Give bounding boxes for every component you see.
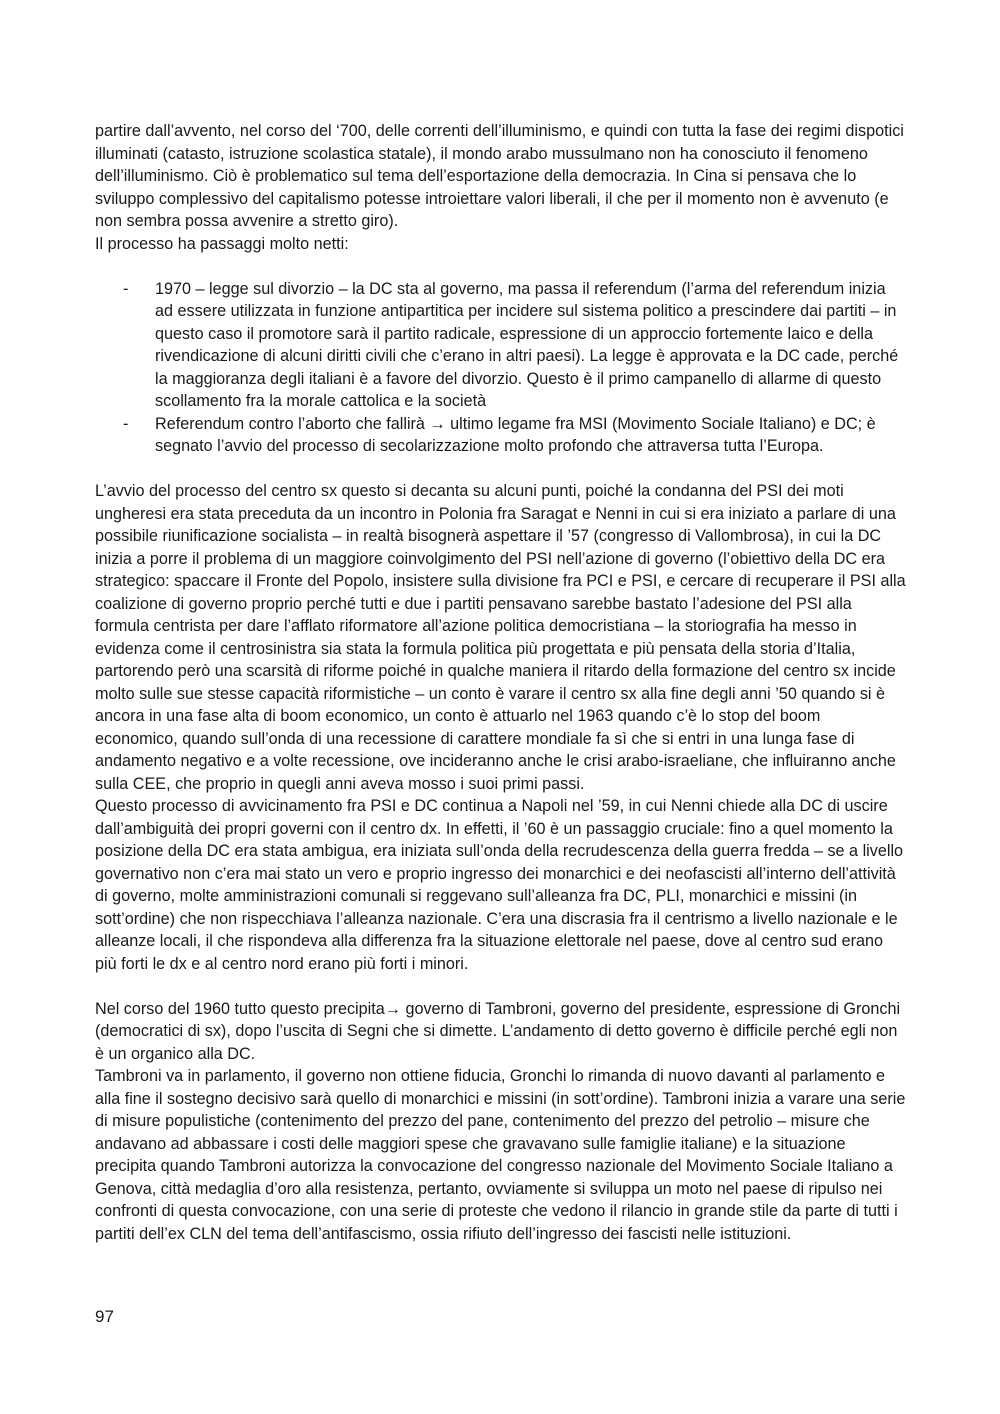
list-item-text: Referendum contro l’aborto che fallirà → ultimo legame fra MSI (Movimento Sociale Italiano) e DC; è segnato l’avvio del processo di secolarizzazione molto profondo che attraversa tutta l’Europa. bbox=[155, 414, 876, 455]
document-page bbox=[95, 120, 907, 1245]
paragraph-1960: Nel corso del 1960 tutto questo precipita→ governo di Tambroni, governo del presidente, espressione di Gronchi (democratici di sx), dopo l’uscita di Segni che si dimette. L’andamento di detto governo è difficile perché egli non è un organico alla DC. bbox=[95, 999, 901, 1063]
paragraph-tambroni: Tambroni va in parlamento, il governo non ottiene fiducia, Gronchi lo rimanda di nuovo davanti al parlamento e alla fine il sostegno decisivo sarà quello di monarchici e missini (in sott’ordine). Tambroni inizia a varare una serie di misure populistiche (contenimento del prezzo del pane, contenimento del prezzo del petrolio – misure che andavano ad abbassare i costi delle maggiori spese che gravavano sulle famiglie italiane) e la situazione precipita quando Tambroni autorizza la convocazione del congresso nazionale del Movimento Sociale Italiano a Genova, città medaglia d’oro alla resistenza, pertanto, ovviamente si sviluppa un moto nel paese di ripulso nei confronti di questa convocazione, con una serie di proteste che vedono il rilancio in grande stile da parte di tutti i partiti dell’ex CLN del tema dell’antifascismo, ossia rifiuto dell’ingresso dei fascisti nelle istituzioni. bbox=[95, 1067, 906, 1243]
dash-bullet: - bbox=[123, 279, 129, 298]
dash-list bbox=[95, 278, 907, 458]
spacer bbox=[95, 255, 907, 278]
paragraph-napoli: Questo processo di avvicinamento fra PSI e DC continua a Napoli nel ’59, in cui Nenni chiede alla DC di uscire dall’ambiguità dei propri governi con il centro dx. In effetti, il ’60 è un passaggio cruciale: fino a quel momento la posizione della DC era stata ambigua, era iniziata sull’onda della recrudescenza della guerra fredda – se a livello governativo non c’era mai stato un vero e proprio ingresso dei monarchici e dei neofascisti all’interno dell’attività di governo, molte amministrazioni comunali si reggevano sull’alleanza fra DC, PLI, monarchici e missini (in sott’ordine) che non rispecchiava l’alleanza nazionale. C’era una discrasia fra il centrismo a livello nazionale e le alleanze locali, il che rispondeva alla differenza fra la situazione elettorale nel paese, dove al centro sud erano più forti le dx e al centro nord erano più forti i minori. bbox=[95, 797, 904, 973]
paragraph-processo-intro: Il processo ha passaggi molto netti: bbox=[95, 234, 349, 253]
list-item-aborto bbox=[95, 413, 907, 458]
spacer bbox=[95, 975, 907, 998]
paragraph-illuminismo: partire dall’avvento, nel corso del ‘700, delle correnti dell’illuminismo, e quindi con tutta la fase dei regimi dispotici illuminati (catasto, istruzione scolastica statale), il mondo arabo mussulmano non ha conosciuto il fenomeno dell’illuminismo. Ciò è problematico sul tema dell’esportazione della democrazia. In Cina si pensava che lo sviluppo complessivo del capitalismo potesse introiettare valori liberali, il che per il momento non è avvenuto (e non sembra possa avvenire a stretto giro). bbox=[95, 122, 904, 230]
list-item-text: 1970 – legge sul divorzio – la DC sta al governo, ma passa il referendum (l’arma del referendum inizia ad essere utilizzata in funzione antipartitica per incidere sul sistema politico a prescindere dai partiti – in questo caso il promotore sarà il partito radicale, espressione di un approccio fortemente laico e della rivendicazione di alcuni diritti civili che c’erano in altri paesi). La legge è approvata e la DC cade, perché la maggioranza degli italiani è a favore del divorzio. Questo è il primo campanello di allarme di questo scollamento fra la morale cattolica e la società bbox=[155, 279, 899, 410]
spacer bbox=[95, 458, 907, 481]
paragraph-centro-sx: L’avvio del processo del centro sx questo si decanta su alcuni punti, poiché la condanna del PSI dei moti ungheresi era stata preceduta da un incontro in Polonia fra Saragat e Nenni in cui si era iniziato a parlare di una possibile riunificazione socialista – in realtà bisognerà aspettare il ’57 (congresso di Vallombrosa), in cui la DC inizia a porre il problema di un maggiore coinvolgimento del PSI nell’azione di governo (l’obiettivo della DC era strategico: spaccare il Fronte del Popolo, insistere sulla divisione fra PCI e PSI, e cercare di recuperare il PSI alla coalizione di governo proprio perché tutti e due i partiti pensavano sarebbe bastato l’adesione del PSI alla formula centrista per dare l’afflato riformatore all’azione politica democristiana – la storiografia ha messo in evidenza come il centrosinistra sia stata la formula politica più progettata e più pensata della storia d’Italia, partorendo però una scarsità di riforme poiché in qualche maniera il ritardo della formazione del centro sx incide molto sulle sue stesse capacità riformistiche – un conto è varare il centro sx alla fine degli anni ’50 quando si è ancora in una fase alta di boom economico, un conto è attuarlo nel 1963 quando c’è lo stop del boom economico, quando sull’onda di una recessione di carattere mondiale fa sì che si entri in una lunga fase di andamento negativo e a volte recessione, ove incideranno anche le crisi arabo-israeliane, che influiranno anche sulla CEE, che proprio in quegli anni aveva mosso i suoi primi passi. bbox=[95, 482, 906, 793]
page-number: 97 bbox=[95, 1307, 114, 1326]
list-item-divorzio bbox=[95, 278, 907, 413]
dash-bullet: - bbox=[123, 414, 129, 433]
